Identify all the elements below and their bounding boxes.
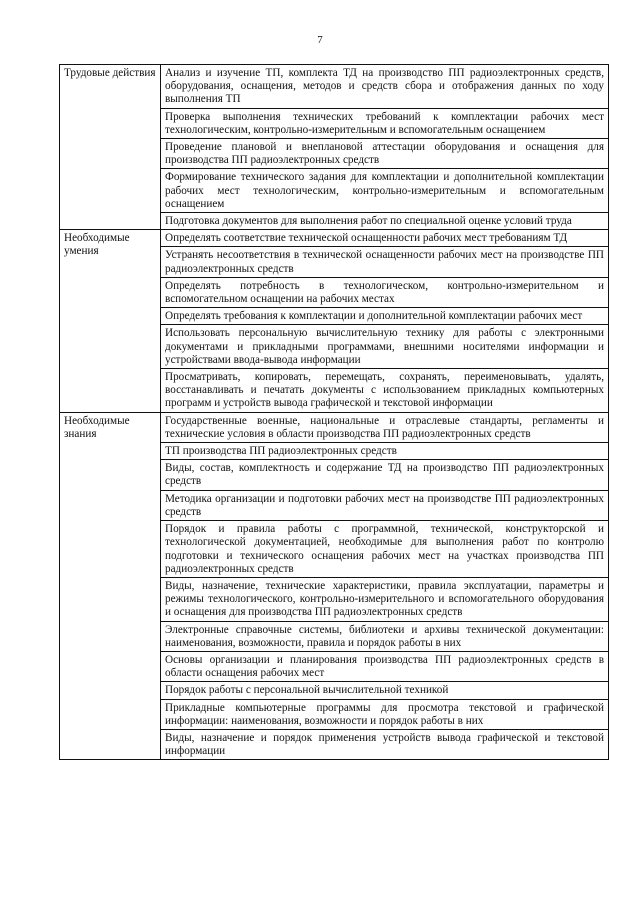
table-cell: Виды, состав, комплектность и содержание ТД на производство ПП радиоэлектронных средств — [161, 460, 609, 490]
table-cell: Определять требования к комплектации и дополнительной комплектации рабочих мест — [161, 308, 609, 325]
table-cell: Виды, назначение, технические характеристики, правила эксплуатации, параметры и режимы технологического, контрольно-измерительного и вспомогательного оборудования и оснащения для производства ПП радиоэлектронных средств — [161, 577, 609, 621]
table-cell: Просматривать, копировать, перемещать, сохранять, переименовывать, удалять, восстанавливать и печатать документы с использованием прикладных компьютерных программ и устройств вывода графической и текстовой информации — [161, 369, 609, 413]
table-cell: ТП производства ПП радиоэлектронных средств — [161, 443, 609, 460]
table-cell: Порядок работы с персональной вычислительной техникой — [161, 682, 609, 699]
table-cell: Определять соответствие технической оснащенности рабочих мест требованиям ТД — [161, 230, 609, 247]
table-cell: Прикладные компьютерные программы для просмотра текстовой и графической информации: наименования, возможности и порядок работы в них — [161, 699, 609, 729]
table-cell: Определять потребность в технологическом, контрольно-измерительном и вспомогательном оснащении на рабочих местах — [161, 277, 609, 307]
table-row — [60, 412, 609, 442]
table-cell: Устранять несоответствия в технической оснащенности рабочих мест на производстве ПП радиоэлектронных средств — [161, 247, 609, 277]
section-label-skills: Необходимые умения — [60, 230, 161, 412]
table-cell: Проверка выполнения технических требований к комплектации рабочих мест технологическим, контрольно-измерительным и вспомогательным оснащением — [161, 108, 609, 138]
table-cell: Государственные военные, национальные и отраслевые стандарты, регламенты и технические условия в области производства ПП радиоэлектронных средств — [161, 412, 609, 442]
table-cell: Анализ и изучение ТП, комплекта ТД на производство ПП радиоэлектронных средств, оборудования, оснащения, методов и средств сбора и отображения данных по ходу выполнения ТП — [161, 65, 609, 109]
page-number: 7 — [317, 34, 323, 46]
section-label-knowledge: Необходимые знания — [60, 412, 161, 760]
table-cell: Порядок и правила работы с программной, технической, конструкторской и технологической документацией, необходимые для выполнения работ по контролю подготовки и технического оснащения рабочих мест на участках производства ПП радиоэлектронных средств — [161, 521, 609, 578]
table-cell: Методика организации и подготовки рабочих мест на производстве ПП радиоэлектронных средств — [161, 490, 609, 520]
table-cell: Подготовка документов для выполнения работ по специальной оценке условий труда — [161, 213, 609, 230]
table-cell: Виды, назначение и порядок применения устройств вывода графической и текстовой информации — [161, 729, 609, 759]
table-cell: Проведение плановой и внеплановой аттестации оборудования и оснащения для производства ПП радиоэлектронных средств — [161, 139, 609, 169]
table-row — [60, 230, 609, 247]
section-label-labor-actions: Трудовые действия — [60, 65, 161, 230]
table-cell: Использовать персональную вычислительную технику для работы с электронными документами и прикладными программами, внешними носителями информации и устройствами ввода-вывода информации — [161, 325, 609, 369]
table-cell: Основы организации и планирования производства ПП радиоэлектронных средств в области оснащения рабочих мест — [161, 651, 609, 681]
document-table — [59, 64, 609, 760]
table-cell: Формирование технического задания для комплектации и дополнительной комплектации рабочих мест технологическим, контрольно-измерительным и вспомогательным оснащением — [161, 169, 609, 213]
table-row — [60, 65, 609, 109]
table-cell: Электронные справочные системы, библиотеки и архивы технической документации: наименования, возможности, правила и порядок работы в них — [161, 621, 609, 651]
